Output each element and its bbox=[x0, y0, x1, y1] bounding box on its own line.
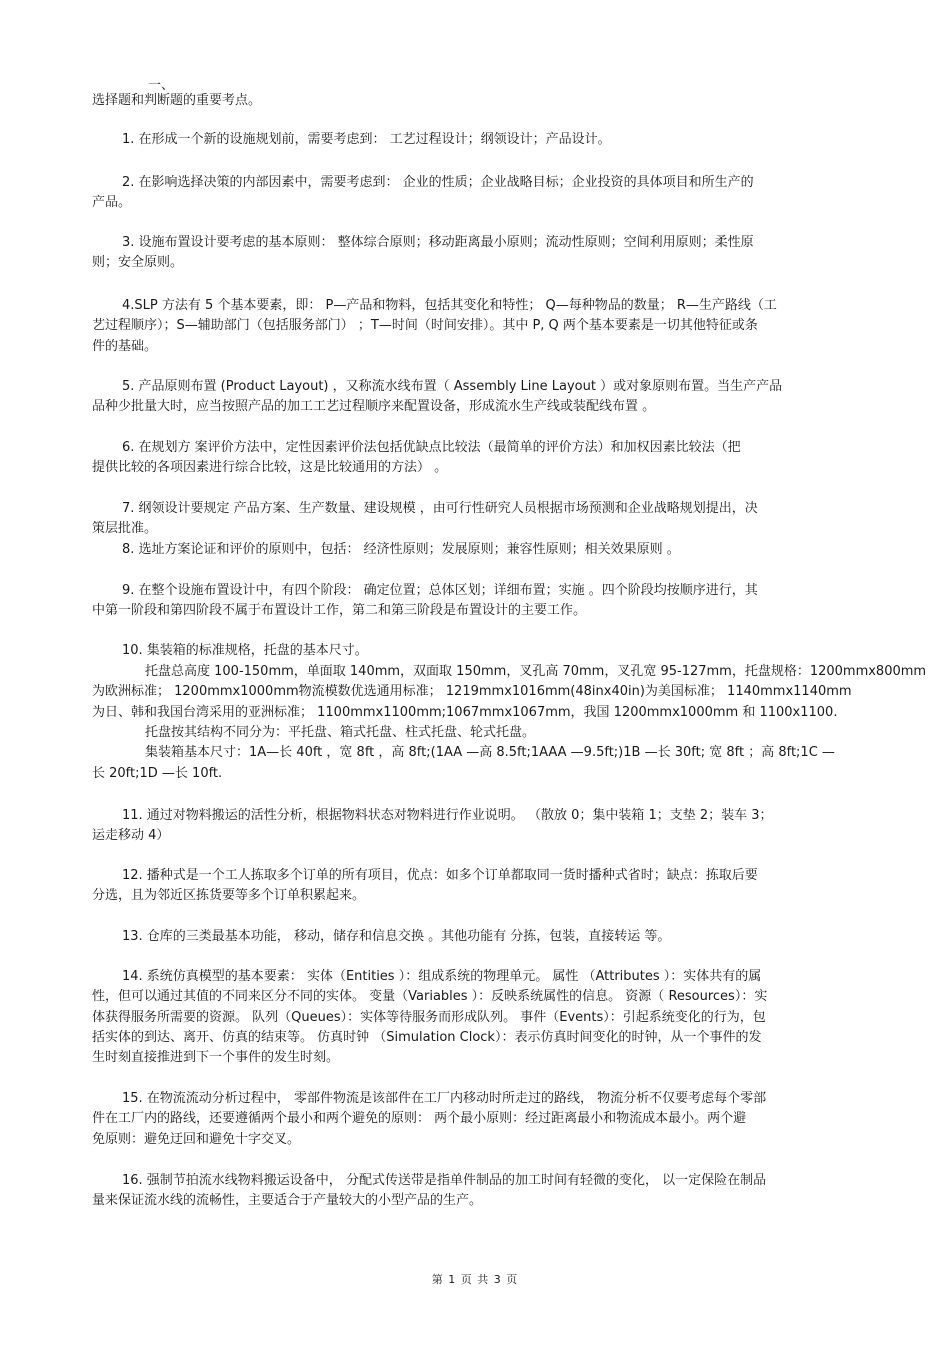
paragraph-13-line-2: 分选，且为邻近区拣货要等多个订单积累起来。 bbox=[92, 888, 366, 904]
paragraph-7-line-1: 7. 纲领设计要规定 产品方案、生产数量、建设规模 ，由可行性研究人员根据市场预测和企业战略规划提出，决 bbox=[122, 501, 758, 516]
paragraph-4-line-1: 4.SLP 方法有 5 个基本要素，即： P—产品和物料，包括其变化和特性； Q—每种物品的数量； R—生产路线（工 bbox=[122, 298, 777, 313]
paragraph-16-line-1: 15. 在物流流动分析过程中， 零部件物流是该部件在工厂内移动时所走过的路线， 物流分析不仅要考虑每个零部 bbox=[122, 1091, 767, 1106]
paragraph-16-line-2: 件在工厂内的路线，还要遵循两个最小和两个避免的原则： 两个最小原则：经过距离最小和物流成本最小。两个避 bbox=[92, 1111, 747, 1127]
paragraph-7-line-2: 策层批准。 bbox=[92, 521, 158, 537]
page-footer: 第 1 页 共 3 页 bbox=[431, 1273, 519, 1286]
paragraph-17-line-2: 量来保证流水线的流畅性，主要适合于产量较大的小型产品的生产。 bbox=[92, 1193, 483, 1209]
paragraph-5-line-2: 品种少批量大时，应当按照产品的加工工艺过程顺序来配置设备，形成流水生产线或装配线布置 。 bbox=[92, 399, 656, 415]
paragraph-1-line-1: 1. 在形成一个新的设施规划前，需要考虑到： 工艺过程设计；纲领设计；产品设计。 bbox=[122, 132, 611, 147]
paragraph-13-line-1: 12. 播种式是一个工人拣取多个订单的所有项目，优点：如多个订单都取同一货时播种式省时；缺点：拣取后要 bbox=[122, 868, 758, 883]
paragraph-15-line-1: 14. 系统仿真模型的基本要素： 实体（Entities ）：组成系统的物理单元。 属性 （Attributes ）：实体共有的属 bbox=[122, 969, 762, 984]
paragraph-11-line-2: 为欧洲标准； 1200mmx1000mm物流模数优选通用标准； 1219mmx1016mm(48inx40in)为美国标准； 1140mmx1140mm bbox=[92, 684, 852, 700]
paragraph-15-line-4: 括实体的到达、离开、仿真的结束等。 仿真时钟 （Simulation Clock）：表示仿真时间变化的时钟，从一个事件的发 bbox=[92, 1029, 762, 1045]
paragraph-11-line-5: 集装箱基本尺寸：1A—长 40ft ，宽 8ft ，高 8ft;(1AA —高 8.5ft;1AAA —9.5ft;)1B —长 30ft; 宽 8ft ；高 8ft;1C — bbox=[145, 745, 835, 761]
paragraph-10-line-1: 10. 集装箱的标准规格，托盘的基本尺寸。 bbox=[122, 643, 368, 658]
paragraph-9-line-2: 中第一阶段和第四阶段不属于布置设计工作，第二和第三阶段是布置设计的主要工作。 bbox=[92, 603, 587, 619]
paragraph-12-line-1: 11. 通过对物料搬运的活性分析，根据物料状态对物料进行作业说明。 （散放 0；集中装箱 1；支垫 2；装车 3； bbox=[122, 808, 773, 823]
paragraph-15-line-2: 性，但可以通过其值的不同来区分不同的实体。 变量（Variables ）：反映系统属性的信息。 资源（ Resources）：实 bbox=[92, 989, 768, 1005]
intro-line: 选择题和判断题的重要考点。 bbox=[92, 93, 262, 108]
paragraph-17-line-1: 16. 强制节拍流水线物料搬运设备中， 分配式传送带是指单件制品的加工时间有轻微的变化， 以一定保险在制品 bbox=[122, 1173, 767, 1188]
paragraph-11-line-3: 为日、韩和我国台湾采用的亚洲标准； 1100mmx1100mm;1067mmx1067mm，我国 1200mmx1000mm 和 1100x1100. bbox=[92, 704, 838, 720]
paragraph-11-line-4: 托盘按其结构不同分为：平托盘、箱式托盘、柱式托盘、轮式托盘。 bbox=[145, 724, 536, 740]
paragraph-3-line-2: 则；安全原则。 bbox=[92, 255, 184, 271]
paragraph-16-line-3: 免原则：避免迂回和避免十字交叉。 bbox=[92, 1131, 301, 1147]
paragraph-8-line-1: 8. 选址方案论证和评价的原则中，包括： 经济性原则；发展原则；兼容性原则；相关效果原则 。 bbox=[122, 542, 680, 557]
paragraph-15-line-5: 生时刻直接推进到下一个事件的发生时刻。 bbox=[92, 1050, 340, 1066]
paragraph-15-line-3: 体获得服务所需要的资源。 队列（Queues）：实体等待服务而形成队列。 事件（Events）：引起系统变化的行为，包 bbox=[92, 1009, 766, 1025]
paragraph-9-line-1: 9. 在整个设施布置设计中，有四个阶段： 确定位置；总体区划；详细布置；实施 。四个阶段均按顺序进行，其 bbox=[122, 583, 758, 598]
section-number: 一、 bbox=[148, 78, 175, 93]
paragraph-12-line-2: 运走移动 4） bbox=[92, 828, 170, 844]
paragraph-6-line-1: 6. 在规划方 案评价方法中，定性因素评价法包括优缺点比较法（最简单的评价方法）和加权因素比较法（把 bbox=[122, 440, 741, 455]
paragraph-3-line-1: 3. 设施布置设计要考虑的基本原则： 整体综合原则；移动距离最小原则；流动性原则；空间利用原则；柔性原 bbox=[122, 235, 754, 250]
paragraph-4-line-2: 艺过程顺序）；S—辅助部门（包括服务部门） ；T—时间（时间安排）。其中 P, Q 两个基本要素是一切其他特征或条 bbox=[92, 318, 758, 334]
paragraph-2-line-2: 产品。 bbox=[92, 195, 132, 211]
paragraph-2-line-1: 2. 在影响选择决策的内部因素中，需要考虑到： 企业的性质；企业战略目标；企业投资的具体项目和所生产的 bbox=[122, 175, 754, 190]
paragraph-4-line-3: 件的基础。 bbox=[92, 338, 158, 354]
paragraph-11-line-1: 托盘总高度 100-150mm，单面取 140mm，双面取 150mm，叉孔高 70mm，叉孔宽 95-127mm，托盘规格：1200mmx800mm bbox=[145, 664, 927, 679]
paragraph-11-line-6: 长 20ft;1D —长 10ft. bbox=[92, 765, 223, 781]
paragraph-6-line-2: 提供比较的各项因素进行综合比较，这是比较通用的方法） 。 bbox=[92, 460, 448, 476]
paragraph-14-line-1: 13. 仓库的三类最基本功能， 移动，储存和信息交换 。其他功能有 分拣，包装，直接转运 等。 bbox=[122, 929, 671, 944]
paragraph-5-line-1: 5. 产品原则布置 (Product Layout) ，又称流水线布置（ Assembly Line Layout ）或对象原则布置。当生产产品 bbox=[122, 379, 783, 394]
